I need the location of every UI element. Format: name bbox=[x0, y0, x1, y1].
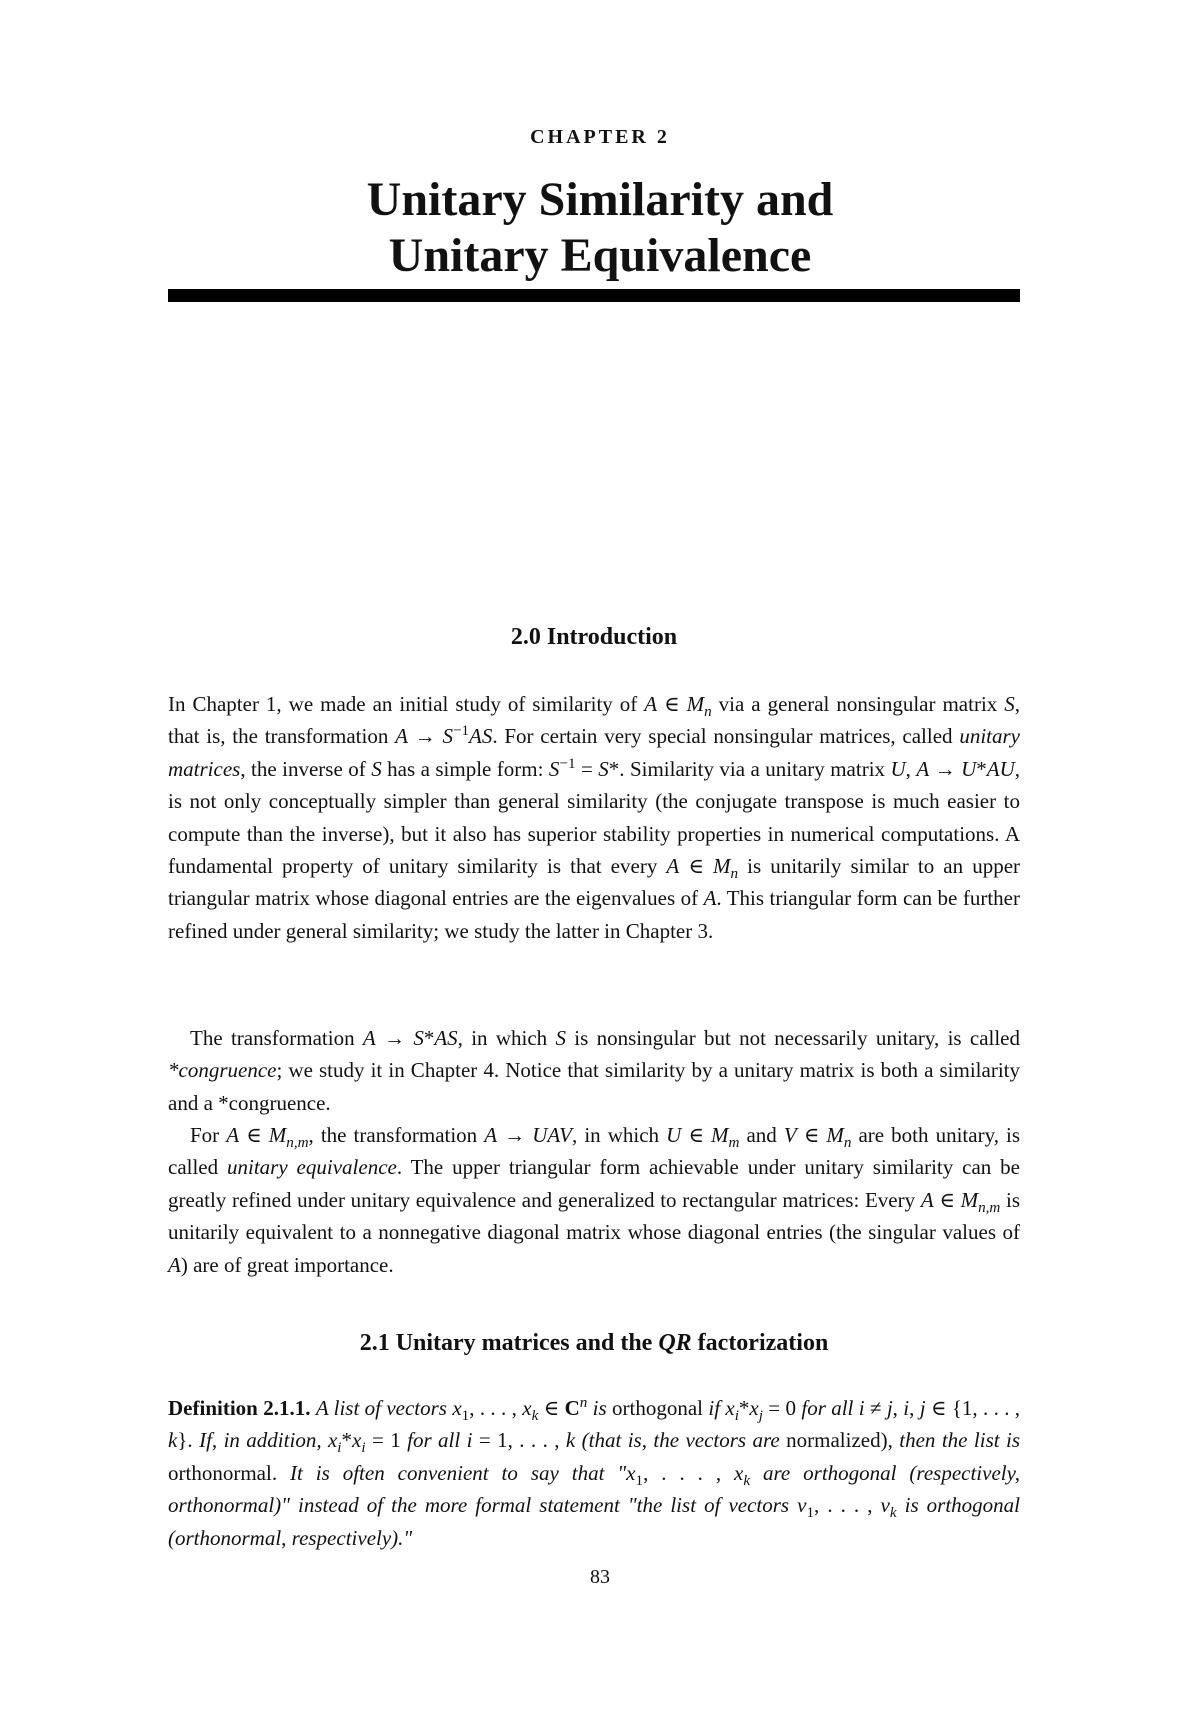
definition-2-1-1: Definition 2.1.1. A list of vectors $x_1$, . . . , $x_k$ ∈ $C^n$ is orthogonal if $x_i*x_j = 0$ for all i ≠ j, i, j ∈ {1, . . . , k}. If, in addition, $x_i*x_i = 1$ for all i = 1, . . . , k (that is, the vectors are normalized), then the list is orthonormal. It is often convenient to say that "$x_1$, . . . , $x_k$ are orthogonal (respectively, orthonormal)" instead of the more formal statement "the list of vectors $v_1$, . . . , $v_k$ is orthogonal (orthonormal, respectively)." bbox=[168, 1395, 1021, 1550]
section-heading-2-1 bbox=[168, 1330, 1020, 1357]
section-number: 2.0 bbox=[510, 624, 541, 650]
term-normalized: normalized bbox=[786, 1428, 881, 1453]
term-unitary-matrices: unitary matrices bbox=[168, 724, 1020, 781]
chapter-title-line-2: Unitary Equivalence bbox=[388, 229, 812, 282]
section-heading-2-0 bbox=[168, 624, 1020, 651]
section-title-pre: Unitary matrices and the bbox=[395, 1330, 659, 1356]
intro-paragraph-1: In Chapter 1, we made an initial study of similarity of A ∈ $M_n$ via a general nonsingular matrix S, that is, the transformation $A \to S^{-1}AS$. For certain very special nonsingular matrices, called unitary matrices, the inverse of S has a simple form: $S^{-1} = S*$. Similarity via a unitary matrix U, A → U*AU, is not only conceptually simpler than general similarity (the conjugate transpose is much easier to compute than the inverse), but it also has superior stability properties in numerical computations. A fundamental property of unitary similarity is that every A ∈ $M_n$ is unitarily similar to an upper triangular matrix whose diagonal entries are the eigenvalues of A. This triangular form can be further refined under general similarity; we study the latter in Chapter 3. bbox=[168, 692, 1021, 943]
intro-paragraph-2: The transformation A → S*AS, in which S is nonsingular but not necessarily unitary, is called *congruence; we study it in Chapter 4. Notice that similarity by a unitary matrix is both a similarity and a *congruence. bbox=[168, 1026, 1021, 1115]
intro-paragraph-3: For A ∈ $M_{n,m}$, the transformation A → UAV, in which U ∈ $M_m$ and V ∈ $M_n$ are both unitary, is called unitary equivalence. The upper triangular form achievable under unitary similarity can be greatly refined under unitary equivalence and generalized to rectangular matrices: Every A ∈ $M_{n,m}$ is unitarily equivalent to a nonnegative diagonal matrix whose diagonal entries (the singular values of A) are of great importance. bbox=[168, 1123, 1021, 1277]
term-orthogonal: orthogonal bbox=[612, 1396, 704, 1420]
term-orthonormal: orthonormal bbox=[168, 1460, 272, 1485]
term-congruence: *congruence bbox=[168, 1058, 277, 1083]
chapter-label: CHAPTER 2 bbox=[530, 126, 670, 148]
term-unitary-equivalence: unitary equivalence bbox=[227, 1155, 397, 1180]
chapter-title-rule bbox=[168, 289, 1020, 302]
chapter-title bbox=[0, 172, 1200, 284]
section-title: Introduction bbox=[546, 624, 678, 650]
section-title-math: QR bbox=[658, 1330, 692, 1356]
page-number: 83 bbox=[590, 1566, 610, 1588]
definition-label: Definition 2.1.1. bbox=[168, 1396, 311, 1420]
section-title-post: factorization bbox=[691, 1330, 829, 1356]
chapter-title-line-1: Unitary Similarity and bbox=[366, 173, 834, 226]
section-number: 2.1 bbox=[359, 1330, 390, 1356]
